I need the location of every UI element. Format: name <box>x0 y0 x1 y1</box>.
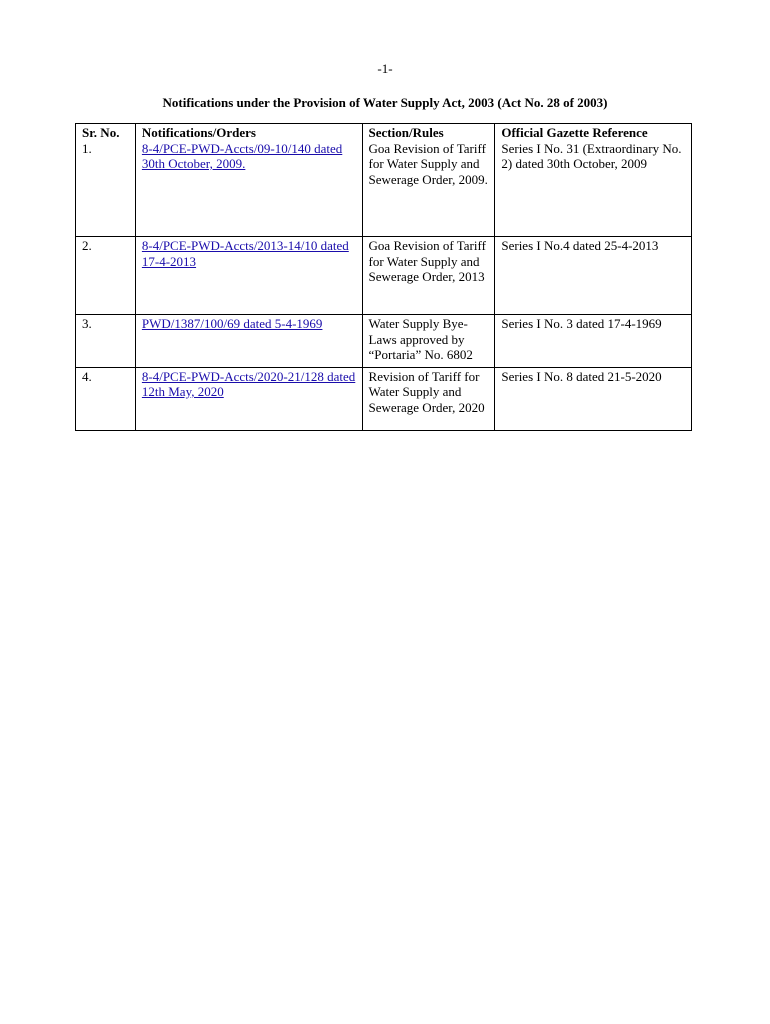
header-section-rules: Section/Rules <box>362 124 495 141</box>
sr-no-cell: 3. <box>76 315 136 368</box>
gazette-cell: Series I No.4 dated 25-4-2013 <box>495 237 692 315</box>
gazette-cell: Series I No. 3 dated 17-4-1969 <box>495 315 692 368</box>
order-link[interactable]: 8-4/PCE-PWD-Accts/09-10/140 dated 30th October, 2009. <box>141 140 343 171</box>
notifications-table <box>75 123 692 431</box>
sr-no-cell: 1. <box>76 141 136 237</box>
gazette-cell: Series I No. 8 dated 21-5-2020 <box>495 367 692 430</box>
table-row <box>76 367 692 430</box>
order-cell <box>135 237 362 315</box>
sr-no-cell: 2. <box>76 237 136 315</box>
header-sr-no: Sr. No. <box>76 124 136 141</box>
order-link[interactable]: PWD/1387/100/69 dated 5-4-1969 <box>141 316 323 331</box>
gazette-cell: Series I No. 31 (Extraordinary No. 2) dated 30th October, 2009 <box>495 141 692 237</box>
section-cell: Goa Revision of Tariff for Water Supply and Sewerage Order, 2013 <box>362 237 495 315</box>
table-row <box>76 141 692 237</box>
order-cell <box>135 367 362 430</box>
order-cell <box>135 315 362 368</box>
section-cell: Water Supply Bye-Laws approved by “Portaria” No. 6802 <box>362 315 495 368</box>
table-row <box>76 315 692 368</box>
order-link[interactable]: 8-4/PCE-PWD-Accts/2013-14/10 dated 17-4-2013 <box>141 238 349 269</box>
page-number: -1- <box>377 61 393 76</box>
sr-no-cell: 4. <box>76 367 136 430</box>
document-title: Notifications under the Provision of Water Supply Act, 2003 (Act No. 28 of 2003) <box>162 95 608 110</box>
table-row <box>76 237 692 315</box>
section-cell: Revision of Tariff for Water Supply and Sewerage Order, 2020 <box>362 367 495 430</box>
header-notifications-orders: Notifications/Orders <box>135 124 362 141</box>
section-cell: Goa Revision of Tariff for Water Supply and Sewerage Order, 2009. <box>362 141 495 237</box>
table-header-row <box>76 124 692 141</box>
header-gazette-reference: Official Gazette Reference <box>495 124 692 141</box>
order-link[interactable]: 8-4/PCE-PWD-Accts/2020-21/128 dated 12th May, 2020 <box>141 368 356 399</box>
order-cell <box>135 141 362 237</box>
